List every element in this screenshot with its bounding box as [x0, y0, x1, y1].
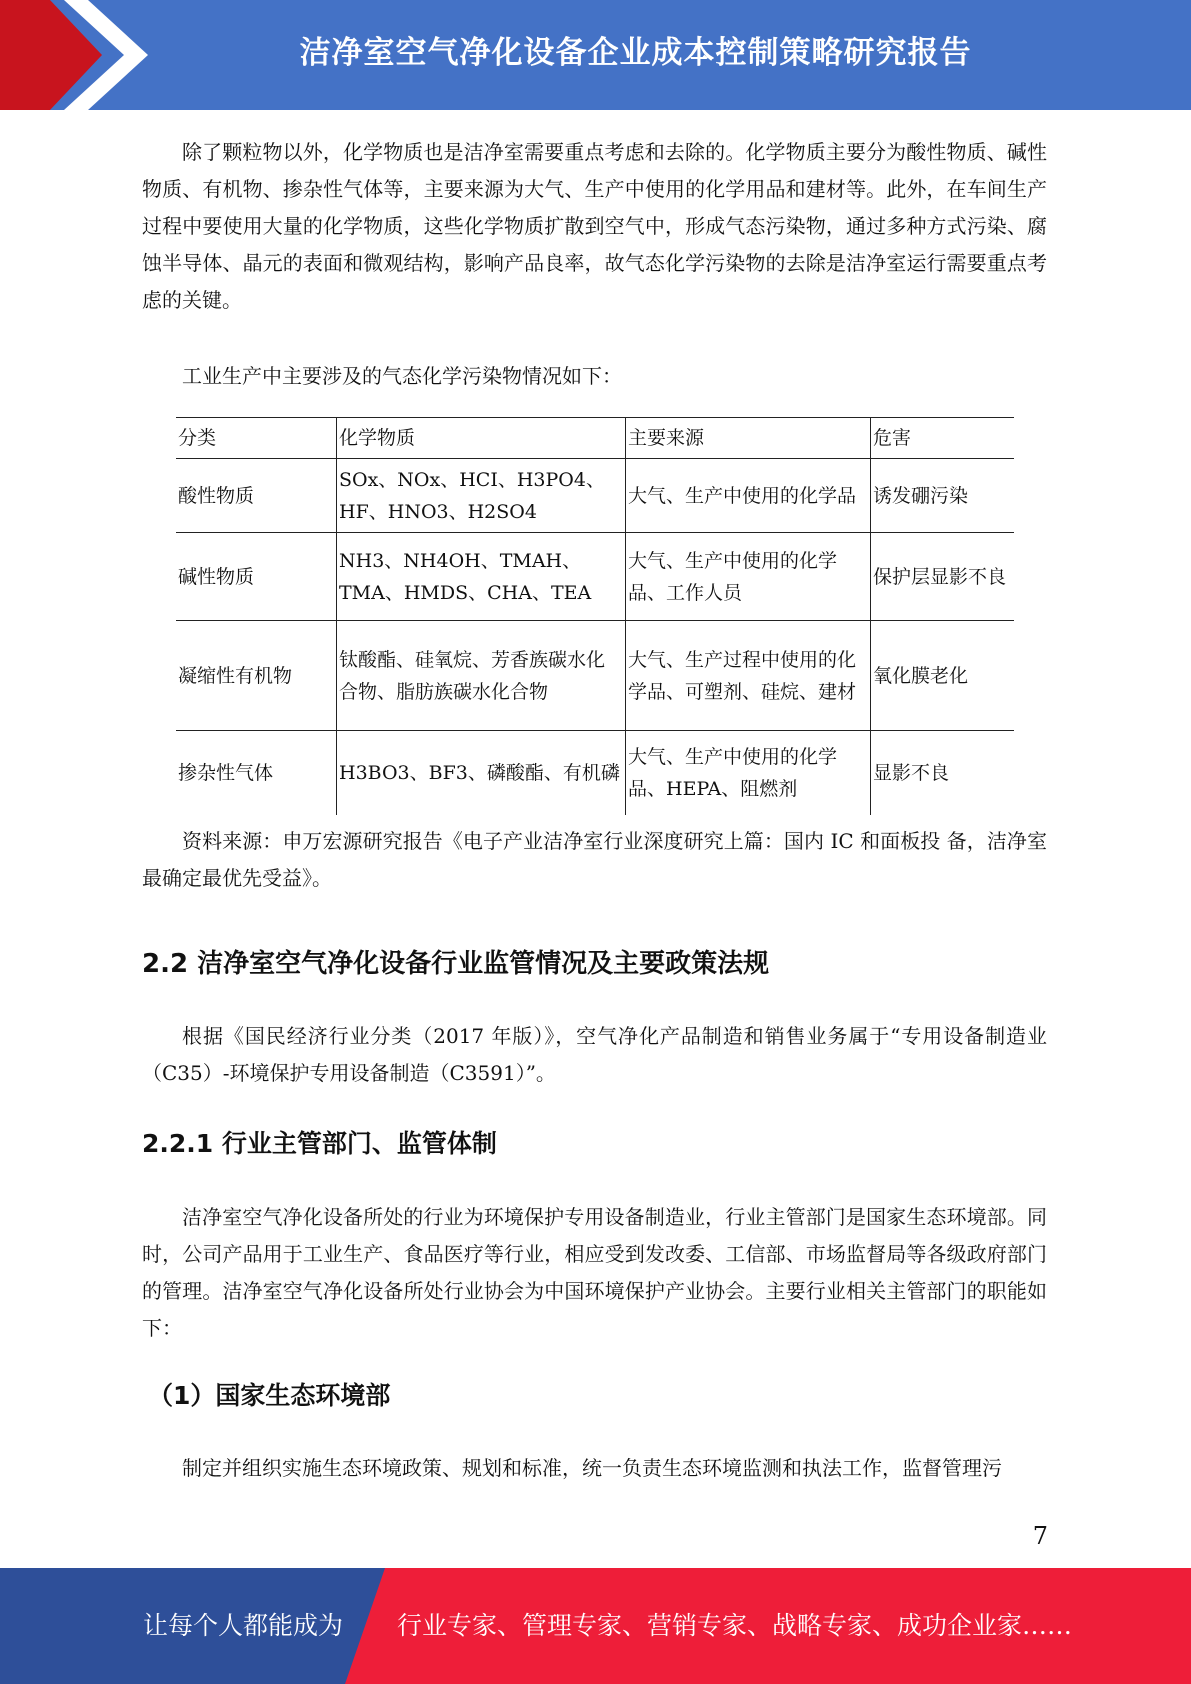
cell-hazard: 诱发硼污染 — [871, 459, 1015, 533]
table-intro-text: 工业生产中主要涉及的气态化学污染物情况如下： — [182, 364, 622, 388]
cell-category: 凝缩性有机物 — [176, 621, 337, 731]
intro-section — [142, 134, 1047, 319]
cell-chemicals: SOx、NOx、HCI、H3PO4、HF、HNO3、H2SO4 — [337, 459, 626, 533]
table-header-row — [176, 418, 1014, 459]
cell-hazard: 氧化膜老化 — [871, 621, 1015, 731]
cell-chemicals: 钛酸酯、硅氧烷、芳香族碳水化合物、脂肪族碳水化合物 — [337, 621, 626, 731]
header-chemicals: 化学物质 — [337, 418, 626, 459]
header-source: 主要来源 — [626, 418, 871, 459]
source-note-section — [142, 823, 1047, 897]
header-category: 分类 — [176, 418, 337, 459]
cell-category: 酸性物质 — [176, 459, 337, 533]
pollutant-table — [176, 417, 1014, 815]
table-row — [176, 459, 1014, 533]
cell-source: 大气、生产中使用的化学品 — [626, 459, 871, 533]
header-arrow-decoration — [0, 0, 160, 110]
source-note: 资料来源：申万宏源研究报告《电子产业洁净室行业深度研究上篇：国内 IC 和面板投 备，洁净室最确定最优先受益》。 — [142, 829, 1047, 890]
section-2-2-paragraph: 根据《国民经济行业分类（2017 年版）》，空气净化产品制造和销售业务属于“专用设备制造业（C35）-环境保护专用设备制造（C3591）”。 — [142, 1024, 1047, 1085]
section-2-2-1-paragraph: 洁净室空气净化设备所处的行业为环境保护专用设备制造业，行业主管部门是国家生态环境部。同时，公司产品用于工业生产、食品医疗等行业，相应受到发改委、工信部、市场监督局等各级政府部门的管理。洁净室空气净化设备所处行业协会为中国环境保护产业协会。主要行业相关主管部门的职能如下： — [142, 1205, 1047, 1340]
header-hazard: 危害 — [871, 418, 1015, 459]
page-number: 7 — [1032, 1522, 1048, 1550]
cell-hazard: 显影不良 — [871, 731, 1015, 815]
item-1-paragraph: 制定并组织实施生态环境政策、规划和标准，统一负责生态环境监测和执法工作，监督管理污 — [182, 1456, 1002, 1480]
page-footer — [0, 1568, 1191, 1684]
section-2-2-heading: 2.2 洁净室空气净化设备行业监管情况及主要政策法规 — [142, 949, 770, 979]
cell-category: 碱性物质 — [176, 533, 337, 621]
intro-paragraph: 除了颗粒物以外，化学物质也是洁净室需要重点考虑和去除的。化学物质主要分为酸性物质、碱性物质、有机物、掺杂性气体等，主要来源为大气、生产中使用的化学用品和建材等。此外，在车间生产过程中要使用大量的化学物质，这些化学物质扩散到空气中，形成气态污染物，通过多种方式污染、腐蚀半导体、晶元的表面和微观结构，影响产品良率，故气态化学污染物的去除是洁净室运行需要重点考虑的关键。 — [142, 140, 1047, 312]
cell-source: 大气、生产过程中使用的化学品、可塑剂、硅烷、建材 — [626, 621, 871, 731]
cell-chemicals: NH3、NH4OH、TMAH、TMA、HMDS、CHA、TEA — [337, 533, 626, 621]
cell-hazard: 保护层显影不良 — [871, 533, 1015, 621]
section-2-2-body — [142, 1018, 1047, 1092]
table-intro-section — [142, 358, 1047, 395]
item-1-heading: （1）国家生态环境部 — [148, 1381, 391, 1410]
report-title: 洁净室空气净化设备企业成本控制策略研究报告 — [299, 35, 972, 71]
footer-slogan-left: 让每个人都能成为 — [143, 1611, 344, 1640]
table-row — [176, 533, 1014, 621]
table-row — [176, 621, 1014, 731]
cell-chemicals: H3BO3、BF3、磷酸酯、有机磷 — [337, 731, 626, 815]
item-1-body — [142, 1450, 1047, 1487]
cell-source: 大气、生产中使用的化学品、工作人员 — [626, 533, 871, 621]
footer-slogan-right: 行业专家、管理专家、营销专家、战略专家、成功企业家…… — [397, 1611, 1073, 1640]
cell-category: 掺杂性气体 — [176, 731, 337, 815]
cell-source: 大气、生产中使用的化学品、HEPA、阻燃剂 — [626, 731, 871, 815]
page-header — [0, 0, 1191, 110]
table-row — [176, 731, 1014, 815]
section-2-2-1-body — [142, 1199, 1047, 1347]
section-2-2-1-heading: 2.2.1 行业主管部门、监管体制 — [142, 1129, 497, 1158]
